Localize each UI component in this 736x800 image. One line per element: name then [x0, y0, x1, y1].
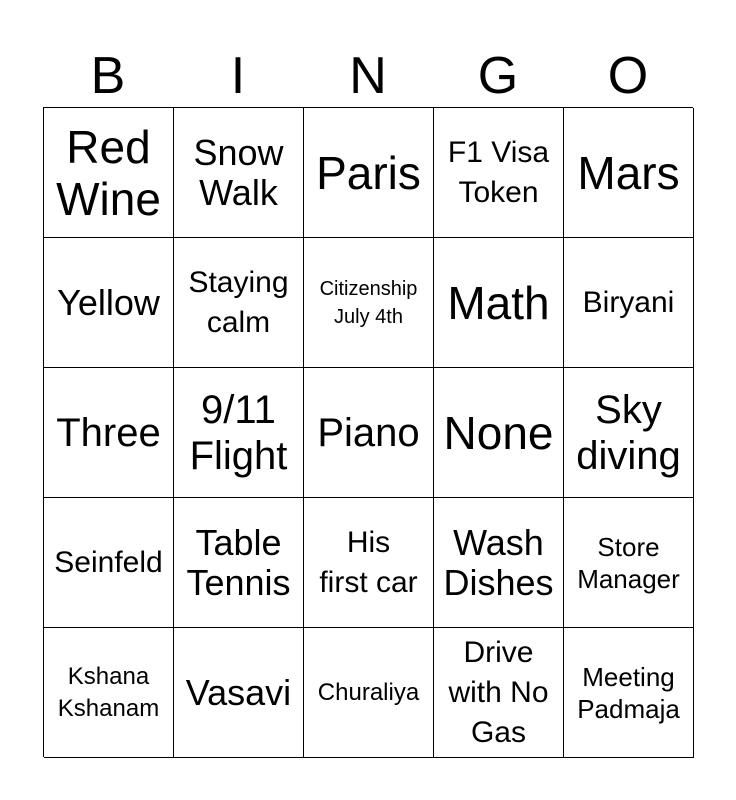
- bingo-cell-r2-c2[interactable]: Staying calm: [174, 238, 304, 368]
- bingo-cell-r5-c3[interactable]: Churaliya: [304, 628, 434, 758]
- header-letter-g: G: [477, 47, 519, 105]
- header-letter-n: N: [349, 47, 387, 105]
- bingo-cell-r1-c1[interactable]: Red Wine: [44, 108, 174, 238]
- bingo-cell-r3-c5[interactable]: Sky diving: [564, 368, 694, 498]
- bingo-cell-r4-c1[interactable]: Seinfeld: [44, 498, 174, 628]
- header-letter-o: O: [607, 47, 649, 105]
- bingo-cell-r3-c3[interactable]: Piano: [304, 368, 434, 498]
- bingo-cell-r2-c4[interactable]: Math: [434, 238, 564, 368]
- bingo-cell-r1-c3[interactable]: Paris: [304, 108, 434, 238]
- bingo-cell-r4-c2[interactable]: Table Tennis: [174, 498, 304, 628]
- bingo-cell-r3-c1[interactable]: Three: [44, 368, 174, 498]
- bingo-cell-r4-c3[interactable]: His first car: [304, 498, 434, 628]
- bingo-cell-r5-c5[interactable]: Meeting Padmaja: [564, 628, 694, 758]
- bingo-board: [43, 107, 693, 757]
- bingo-cell-r5-c2[interactable]: Vasavi: [174, 628, 304, 758]
- bingo-cell-r2-c1[interactable]: Yellow: [44, 238, 174, 368]
- bingo-cell-r3-c2[interactable]: 9/11 Flight: [174, 368, 304, 498]
- bingo-cell-r1-c5[interactable]: Mars: [564, 108, 694, 238]
- bingo-cell-r1-c2[interactable]: Snow Walk: [174, 108, 304, 238]
- header-letter-b: B: [90, 47, 126, 105]
- bingo-cell-r2-c3[interactable]: Citizenship July 4th: [304, 238, 434, 368]
- bingo-header: [43, 46, 693, 106]
- bingo-cell-r5-c4[interactable]: Drive with No Gas: [434, 628, 564, 758]
- bingo-cell-r4-c4[interactable]: Wash Dishes: [434, 498, 564, 628]
- bingo-cell-r2-c5[interactable]: Biryani: [564, 238, 694, 368]
- header-letter-i: I: [230, 47, 246, 105]
- bingo-cell-r3-c4[interactable]: None: [434, 368, 564, 498]
- bingo-cell-r1-c4[interactable]: F1 Visa Token: [434, 108, 564, 238]
- bingo-cell-r4-c5[interactable]: Store Manager: [564, 498, 694, 628]
- bingo-cell-r5-c1[interactable]: Kshana Kshanam: [44, 628, 174, 758]
